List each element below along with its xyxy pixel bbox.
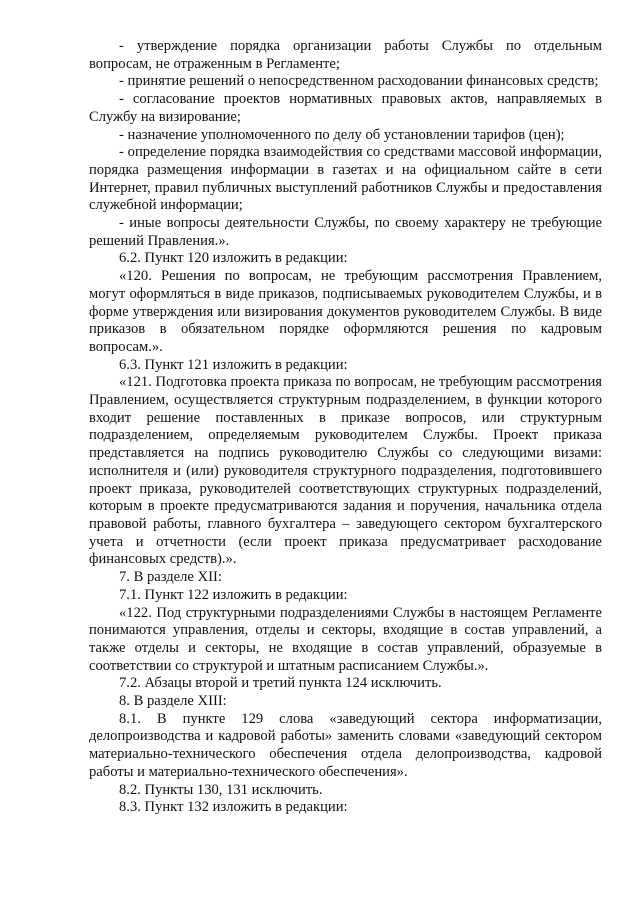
list-item-draft-acts: - согласование проектов нормативных правовых актов, направляемых в Службу на визирование; <box>89 91 602 125</box>
list-item-approval-procedure: - утверждение порядка организации работы Службы по отдельным вопросам, не отраженным в Регламенте; <box>89 38 602 72</box>
clause-6-3-heading: 6.3. Пункт 121 изложить в редакции: <box>119 356 348 373</box>
clause-8-3-heading: 8.3. Пункт 132 изложить в редакции: <box>119 799 348 816</box>
clause-6-2-heading: 6.2. Пункт 120 изложить в редакции: <box>119 250 348 267</box>
clause-7-2-text: 7.2. Абзацы второй и третий пункта 124 исключить. <box>119 675 442 692</box>
list-item-tariff-commissioner: - назначение уполномоченного по делу об установлении тарифов (цен); <box>119 126 565 143</box>
section-8-heading: 8. В разделе XIII: <box>119 693 227 710</box>
clause-8-2-text: 8.2. Пункты 130, 131 исключить. <box>119 781 323 798</box>
clause-122-text: «122. Под структурными подразделениями Службы в настоящем Регламенте понимаются управления, отделы и секторы, входящие в состав управлений, а также отделы и секторы, не входящие в состав управлений, образуемые в соответствии со структурой и штатным расписанием Службы.». <box>89 604 602 674</box>
list-item-media-interaction: - определение порядка взаимодействия со средствами массовой информации, порядка размещения информации в газетах и на официальном сайте в сети Интернет, правил публичных выступлений работников Службы и предоставления служебной информации; <box>89 144 602 214</box>
clause-121-text: «121. Подготовка проекта приказа по вопросам, не требующим рассмотрения Правлением, осуществляется структурным подразделением, в функции которого входит решение поставленных в приказе вопросов, или структурным подразделением, определяемым руководителем Службы. Проект приказа представляется на подпись руководителю Службы со следующими визами: исполнителя и (или) руководителя структурного подразделения, подготовившего проект приказа, руководителей соответствующих структурных подразделений, которым в проекте предусматриваются задания и поручения, начальника отдела правовой работы, главного бухгалтера – заведующего сектором бухгалтерского учета и отчетности (если проект приказа предусматривает расходование финансовых средств).». <box>89 374 602 568</box>
list-item-financial-decisions: - принятие решений о непосредственном расходовании финансовых средств; <box>119 73 599 90</box>
clause-8-1-text: 8.1. В пункте 129 слова «заведующий сектора информатизации, делопроизводства и кадровой работы» заменить словами «заведующий сектором материально-технического обеспечения отдела делопроизводства, кадровой работы и материально-технического обеспечения». <box>89 710 602 780</box>
section-7-heading: 7. В разделе XII: <box>119 569 222 586</box>
list-item-other-questions: - иные вопросы деятельности Службы, по своему характеру не требующие решений Правления.». <box>89 215 602 249</box>
clause-120-text: «120. Решения по вопросам, не требующим рассмотрения Правлением, могут оформляться в виде приказов, подписываемых руководителем Службы, и в форме утверждения или визирования документов руководителем Службы. В виде приказов в обязательном порядке оформляются решения по кадровым вопросам.». <box>89 268 602 355</box>
clause-7-1-heading: 7.1. Пункт 122 изложить в редакции: <box>119 586 348 603</box>
